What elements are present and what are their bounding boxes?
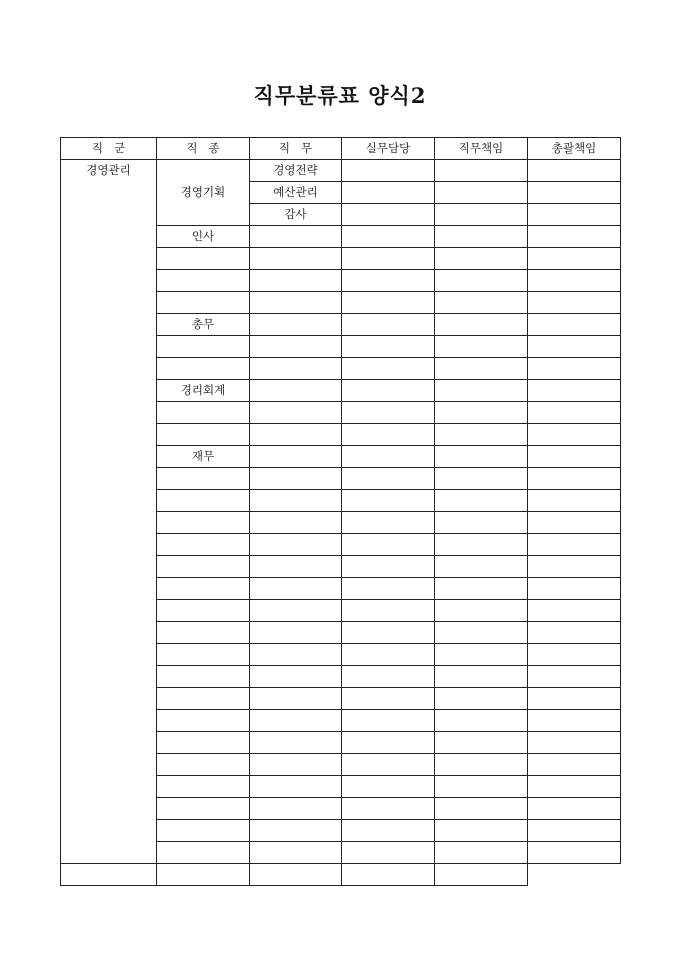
table-cell[interactable] [250,864,342,886]
table-cell[interactable] [342,314,435,336]
table-cell[interactable] [342,182,435,204]
table-cell[interactable] [250,622,342,644]
table-cell[interactable] [157,688,250,710]
table-cell[interactable] [435,732,528,754]
table-cell[interactable] [528,512,621,534]
table-cell[interactable] [435,534,528,556]
table-cell[interactable] [250,732,342,754]
table-cell[interactable] [157,666,250,688]
table-cell[interactable] [250,776,342,798]
job-group-cell: 경영관리 [61,160,157,864]
table-cell[interactable] [342,556,435,578]
table-cell[interactable] [250,402,342,424]
table-cell[interactable] [528,534,621,556]
table-cell[interactable] [435,622,528,644]
table-cell[interactable] [157,270,250,292]
table-cell[interactable] [250,644,342,666]
table-cell[interactable] [250,688,342,710]
table-cell[interactable] [435,380,528,402]
table-cell[interactable] [250,292,342,314]
table-cell[interactable] [250,358,342,380]
table-cell[interactable] [435,578,528,600]
table-cell[interactable] [157,578,250,600]
table-cell[interactable] [528,204,621,226]
table-cell[interactable] [528,622,621,644]
table-cell[interactable] [435,204,528,226]
table-cell[interactable] [528,732,621,754]
table-cell[interactable] [528,600,621,622]
table-cell[interactable] [528,314,621,336]
header-staff: 실무담당 [342,138,435,160]
table-cell[interactable] [528,380,621,402]
table-cell[interactable] [157,600,250,622]
table-cell[interactable] [342,226,435,248]
table-cell[interactable] [157,336,250,358]
table-cell[interactable] [342,710,435,732]
duty-budget: 예산관리 [250,182,342,204]
table-cell[interactable] [342,204,435,226]
table-cell[interactable] [157,710,250,732]
table-cell[interactable] [435,490,528,512]
header-job-group: 직군 [61,138,157,160]
table-cell[interactable] [435,358,528,380]
table-cell[interactable] [528,424,621,446]
table-cell[interactable] [157,424,250,446]
table-cell[interactable] [435,776,528,798]
table-cell[interactable] [342,270,435,292]
table-cell[interactable] [435,226,528,248]
header-row [61,138,621,160]
table-cell[interactable] [342,424,435,446]
table-cell[interactable] [157,292,250,314]
table-row [61,160,621,182]
table-cell[interactable] [157,798,250,820]
table-cell[interactable] [157,490,250,512]
table-cell[interactable] [528,798,621,820]
table-cell[interactable] [435,666,528,688]
table-cell[interactable] [250,600,342,622]
table-cell[interactable] [528,578,621,600]
table-row [61,864,621,886]
table-cell[interactable] [435,468,528,490]
table-cell[interactable] [435,820,528,842]
document-title: 직무분류표 양식2 [253,83,427,108]
table-cell[interactable] [435,248,528,270]
table-cell[interactable] [250,710,342,732]
table-cell[interactable] [528,336,621,358]
table-cell[interactable] [342,842,435,864]
table-cell[interactable] [435,314,528,336]
table-cell[interactable] [528,292,621,314]
table-cell[interactable] [157,842,250,864]
job-type-general-affairs: 총무 [157,314,250,336]
table-cell[interactable] [61,864,157,886]
header-duty-owner: 직무책임 [435,138,528,160]
header-job-type: 직종 [157,138,250,160]
table-cell[interactable] [250,490,342,512]
table-cell[interactable] [528,556,621,578]
table-cell[interactable] [342,512,435,534]
header-duty: 직무 [250,138,342,160]
duty-audit: 감사 [250,204,342,226]
table-cell[interactable] [528,820,621,842]
table-cell[interactable] [528,402,621,424]
table-cell[interactable] [342,248,435,270]
table-cell[interactable] [157,248,250,270]
table-cell[interactable] [342,820,435,842]
job-type-accounting: 경리회계 [157,380,250,402]
table-cell[interactable] [435,556,528,578]
table-cell[interactable] [250,534,342,556]
table-cell[interactable] [342,336,435,358]
table-cell[interactable] [528,644,621,666]
table-cell[interactable] [157,512,250,534]
table-cell[interactable] [342,358,435,380]
table-cell[interactable] [342,490,435,512]
job-type-finance: 재무 [157,446,250,468]
table-cell[interactable] [435,424,528,446]
table-cell[interactable] [435,842,528,864]
job-type-planning: 경영기획 [157,160,250,226]
table-cell[interactable] [342,644,435,666]
table-cell[interactable] [250,556,342,578]
table-cell[interactable] [435,600,528,622]
table-cell[interactable] [157,534,250,556]
table-cell[interactable] [250,468,342,490]
table-cell[interactable] [342,688,435,710]
table-cell[interactable] [435,182,528,204]
table-cell[interactable] [435,292,528,314]
table-cell[interactable] [157,556,250,578]
table-cell[interactable] [342,292,435,314]
table-cell[interactable] [435,270,528,292]
table-cell[interactable] [250,842,342,864]
table-cell[interactable] [250,446,342,468]
table-cell[interactable] [528,446,621,468]
table-cell[interactable] [435,688,528,710]
table-cell[interactable] [250,754,342,776]
header-general-owner: 총괄책임 [528,138,621,160]
table-cell[interactable] [528,226,621,248]
table-cell[interactable] [528,248,621,270]
table-cell[interactable] [250,270,342,292]
table-cell[interactable] [435,754,528,776]
table-cell[interactable] [342,380,435,402]
table-cell[interactable] [435,798,528,820]
table-cell[interactable] [435,160,528,182]
table-cell[interactable] [528,182,621,204]
job-type-hr: 인사 [157,226,250,248]
table-cell[interactable] [528,710,621,732]
table-cell[interactable] [157,468,250,490]
table-cell[interactable] [528,688,621,710]
table-cell[interactable] [342,402,435,424]
table-cell[interactable] [342,776,435,798]
table-cell[interactable] [528,754,621,776]
table-cell[interactable] [435,336,528,358]
table-cell[interactable] [157,622,250,644]
table-cell[interactable] [342,534,435,556]
table-cell[interactable] [342,864,435,886]
table-cell[interactable] [342,578,435,600]
table-cell[interactable] [528,776,621,798]
table-cell[interactable] [250,820,342,842]
table-cell[interactable] [342,666,435,688]
table-cell[interactable] [250,336,342,358]
table-cell[interactable] [342,160,435,182]
table-cell[interactable] [157,754,250,776]
table-cell[interactable] [342,754,435,776]
table-cell[interactable] [250,512,342,534]
table-cell[interactable] [250,248,342,270]
table-cell[interactable] [342,732,435,754]
job-classification-table [60,137,621,886]
table-cell[interactable] [342,446,435,468]
table-cell[interactable] [157,776,250,798]
table-cell[interactable] [157,358,250,380]
table-cell[interactable] [342,600,435,622]
table-cell[interactable] [435,864,528,886]
table-cell[interactable] [435,710,528,732]
table-cell[interactable] [528,358,621,380]
table-cell[interactable] [528,842,621,864]
table-cell[interactable] [250,380,342,402]
table-cell[interactable] [342,798,435,820]
table-cell[interactable] [435,402,528,424]
table-cell[interactable] [528,468,621,490]
table-cell[interactable] [342,468,435,490]
table-cell[interactable] [157,820,250,842]
table-cell[interactable] [250,798,342,820]
table-cell[interactable] [250,666,342,688]
table-cell[interactable] [157,732,250,754]
table-cell[interactable] [250,314,342,336]
duty-strategy: 경영전략 [250,160,342,182]
table-cell[interactable] [528,490,621,512]
table-cell[interactable] [250,226,342,248]
table-cell[interactable] [435,644,528,666]
table-cell[interactable] [435,512,528,534]
table-cell[interactable] [157,644,250,666]
table-cell[interactable] [157,402,250,424]
table-cell[interactable] [250,424,342,446]
table-cell[interactable] [250,578,342,600]
table-cell[interactable] [528,666,621,688]
table-cell[interactable] [528,270,621,292]
table-cell[interactable] [435,446,528,468]
table-cell[interactable] [342,622,435,644]
table-cell[interactable] [157,864,250,886]
table-cell[interactable] [528,160,621,182]
